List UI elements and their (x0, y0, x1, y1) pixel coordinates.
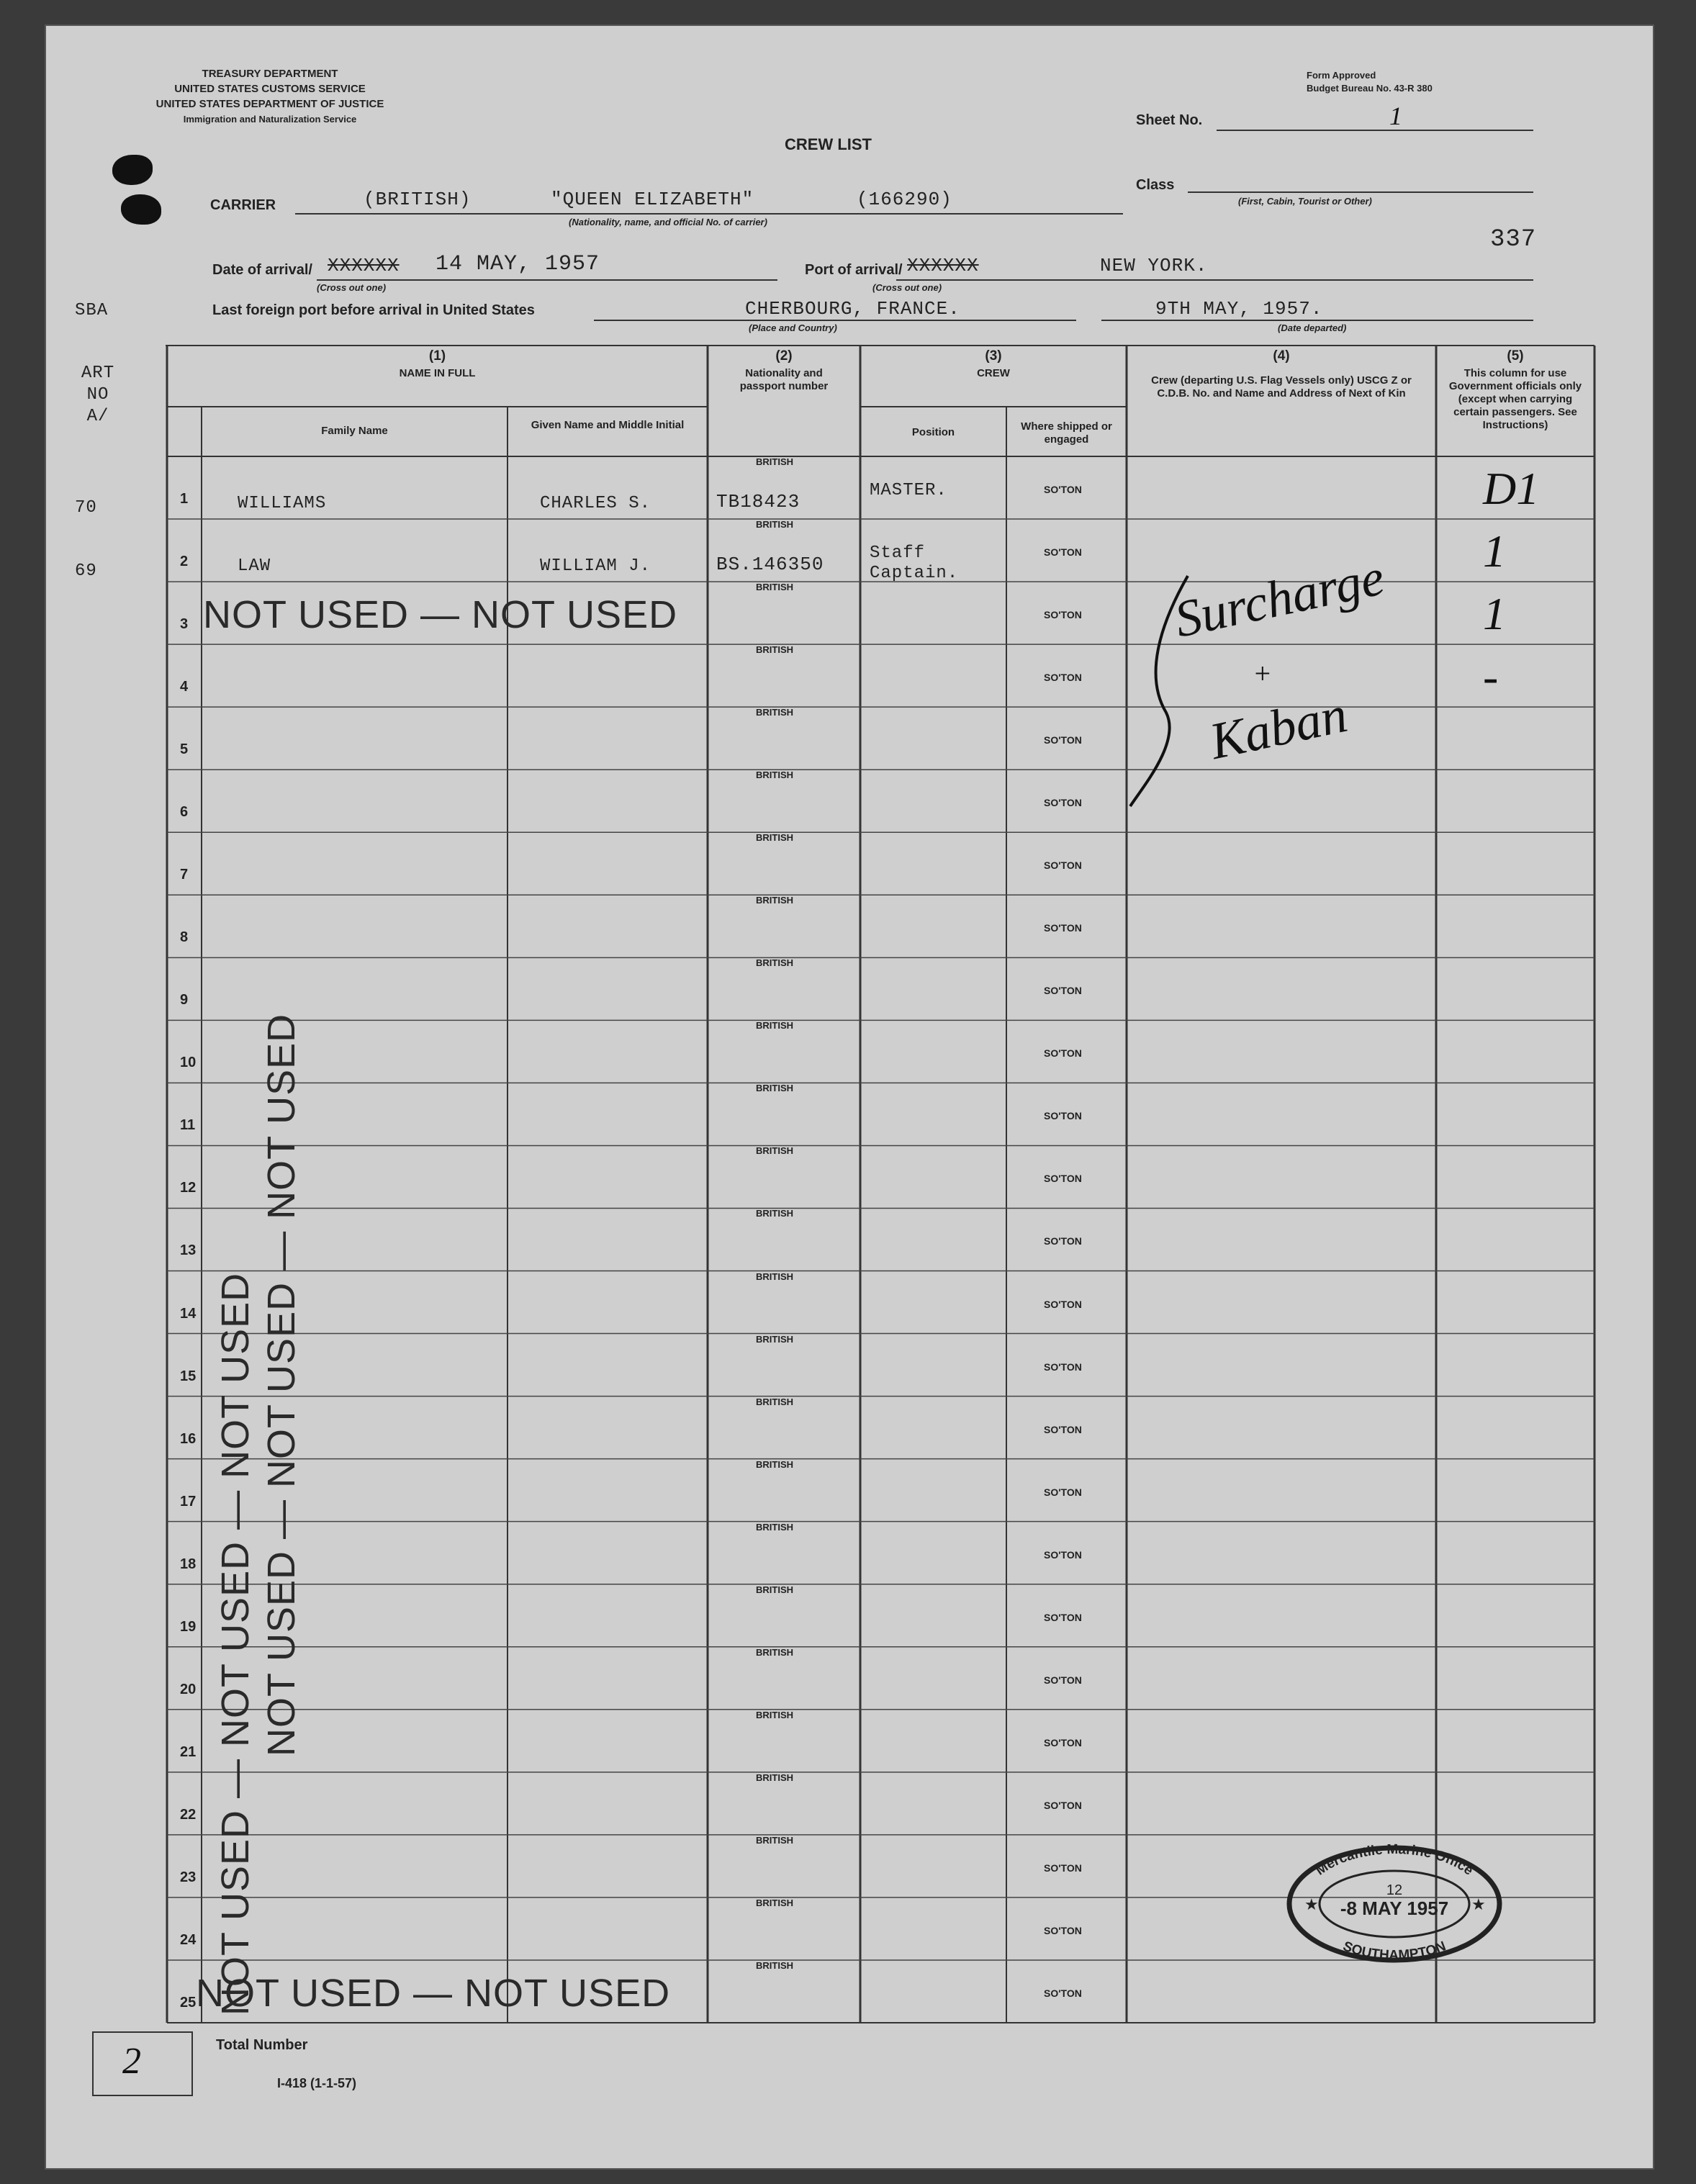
row-number: 6 (180, 804, 189, 821)
where-shipped-cell: SO'TON (1044, 734, 1082, 746)
row-number: 8 (180, 929, 189, 946)
row-number: 18 (180, 1556, 197, 1572)
where-shipped-cell: SO'TON (1044, 672, 1082, 684)
where-shipped-cell: SO'TON (1044, 1799, 1082, 1811)
seal-bottom-text: SOUTHAMPTON (1340, 1939, 1448, 1964)
col5-num: (5) (1507, 348, 1524, 364)
art-no-line: ART (81, 364, 115, 383)
position-header: Position (911, 426, 955, 438)
nationality-cell: BRITISH (756, 1271, 793, 1282)
budget-bureau: Budget Bureau No. 43-R 380 (1307, 83, 1433, 94)
where-shipped-cell: SO'TON (1044, 484, 1082, 495)
col3-num: (3) (985, 348, 1002, 364)
nationality-cell: BRITISH (756, 1333, 793, 1345)
carrier-label: CARRIER (210, 197, 276, 213)
total-box (92, 2031, 193, 2096)
nationality-cell: BRITISH (756, 1020, 793, 1032)
position-cell: MASTER. (870, 481, 947, 500)
where-shipped-cell: SO'TON (1044, 1611, 1082, 1623)
where-shipped-cell: SO'TON (1044, 609, 1082, 621)
agency-treasury: TREASURY DEPARTMENT (202, 68, 338, 80)
col1-header (167, 350, 708, 380)
last-port-label: Last foreign port before arrival in United States (212, 302, 535, 318)
carrier-name: "QUEEN ELIZABETH" (551, 189, 754, 210)
not-used-stamp-top: NOT USED — NOT USED (203, 593, 678, 636)
where-shipped-cell: SO'TON (1044, 1862, 1082, 1874)
given-name-cell: CHARLES S. (540, 494, 651, 513)
row-number: 4 (180, 679, 189, 695)
where-shipped-cell: SO'TON (1044, 985, 1082, 997)
row-number: 9 (180, 992, 189, 1008)
row-number: 5 (180, 741, 189, 758)
agency-ins: Immigration and Naturalization Service (183, 114, 357, 125)
seal-number: 12 (1386, 1882, 1403, 1898)
official-use-mark: D1 (1483, 463, 1540, 514)
nationality-cell: BRITISH (756, 1458, 793, 1470)
col4-title: Crew (departing U.S. Flag Vessels only) USCG Z or C.D.B. No. and Name and Address of Next of Kin (1151, 374, 1412, 400)
col2-title: Nationality and passport number (739, 367, 829, 392)
nationality-cell: BRITISH (756, 1145, 793, 1157)
row-number: 14 (180, 1305, 197, 1322)
nationality-cell: BRITISH (756, 957, 793, 969)
where-shipped-cell: SO'TON (1044, 797, 1082, 809)
nationality-cell: BRITISH (756, 1584, 793, 1595)
margin-mark: 70 (75, 498, 97, 518)
nationality-cell: BRITISH (756, 707, 793, 718)
col3-title: CREW (977, 367, 1010, 379)
nationality-cell: BRITISH (756, 895, 793, 906)
row-number: 13 (180, 1242, 197, 1259)
nationality-cell: BRITISH (756, 582, 793, 593)
row-number: 3 (180, 616, 189, 633)
agency-justice: UNITED STATES DEPARTMENT OF JUSTICE (155, 98, 384, 110)
row-number: 10 (180, 1055, 197, 1071)
nationality-cell: BRITISH (756, 519, 793, 531)
handwriting-line1: Surcharge (1169, 548, 1389, 649)
col1-num: (1) (428, 348, 446, 364)
col4-num: (4) (1273, 348, 1290, 364)
not-used-stamp-vertical-2: NOT USED — NOT USED — NOT USED (214, 1272, 257, 2016)
carrier-hint: (Nationality, name, and official No. of carrier) (569, 217, 767, 227)
arrival-date: 14 MAY, 1957 (436, 252, 600, 276)
carrier-nationality: (BRITISH) (364, 189, 472, 210)
row-number: 21 (180, 1743, 197, 1760)
row-number: 2 (180, 554, 189, 570)
where-shipped-cell: SO'TON (1044, 1423, 1082, 1435)
where-shipped-cell: SO'TON (1044, 1548, 1082, 1561)
nationality-cell: BRITISH (756, 1834, 793, 1846)
arrival-label: Date of arrival/ (212, 262, 312, 278)
row-number: 24 (180, 1931, 197, 1948)
row-number: 19 (180, 1618, 197, 1635)
col5-title: This column for use Government officials only (except when carrying certain passengers. See Instructions) (1448, 367, 1582, 431)
nationality-cell: BRITISH (756, 832, 793, 844)
where-shipped-cell: SO'TON (1044, 1924, 1082, 1936)
row-number: 7 (180, 867, 189, 883)
signature-flourish (1116, 569, 1202, 813)
where-shipped-cell: SO'TON (1044, 1173, 1082, 1185)
passport-cell: TB18423 (716, 491, 800, 513)
form-approved: Form Approved (1307, 70, 1376, 81)
given-name-cell: WILLIAM J. (540, 556, 651, 577)
place-hint: (Place and Country) (749, 322, 837, 333)
row-number: 15 (180, 1368, 197, 1384)
official-use-mark: 1 (1483, 588, 1506, 640)
form-title: CREW LIST (785, 135, 872, 153)
official-use-mark: 1 (1483, 525, 1506, 577)
where-shipped-cell: SO'TON (1044, 1047, 1082, 1060)
nationality-cell: BRITISH (756, 1897, 793, 1908)
page-number: 337 (1490, 226, 1537, 253)
seal-top-text: Mercantile Marine Office (1313, 1843, 1476, 1879)
agency-customs: UNITED STATES CUSTOMS SERVICE (174, 83, 366, 95)
margin-mark: 69 (75, 561, 97, 581)
nationality-cell: BRITISH (756, 644, 793, 656)
departed-hint: (Date departed) (1278, 322, 1347, 333)
svg-text:★: ★ (1471, 1895, 1486, 1913)
where-shipped-cell: SO'TON (1044, 1361, 1082, 1373)
row-number: 12 (180, 1180, 197, 1196)
row-number: 20 (180, 1681, 197, 1697)
where-shipped-cell: SO'TON (1044, 1736, 1082, 1748)
mercantile-marine-seal (1283, 1843, 1506, 1965)
col2-num: (2) (775, 348, 793, 364)
handwriting-plus: + (1253, 657, 1272, 690)
nationality-cell: BRITISH (756, 1083, 793, 1094)
sheet-value: 1 (1389, 101, 1402, 130)
row-number: 17 (180, 1493, 197, 1510)
where-shipped-cell: SO'TON (1044, 1674, 1082, 1686)
nationality-cell: BRITISH (756, 770, 793, 781)
col4-header (1127, 350, 1436, 400)
svg-text:★: ★ (1304, 1895, 1319, 1913)
last-port-value: CHERBOURG, FRANCE. (745, 298, 960, 320)
where-shipped-header: Where shipped or engaged (1021, 420, 1112, 446)
not-used-stamp-vertical: NOT USED — NOT USED — NOT USED (260, 1013, 303, 1756)
class-hint: (First, Cabin, Tourist or Other) (1238, 196, 1372, 207)
position-cell: Staff Captain. (870, 543, 959, 584)
where-shipped-cell: SO'TON (1044, 859, 1082, 872)
port-label: Port of arrival/ (805, 262, 903, 278)
carrier-official-no: (166290) (857, 189, 952, 210)
where-shipped-cell: SO'TON (1044, 1987, 1082, 1999)
seal-date: -8 MAY 1957 (1340, 1898, 1449, 1919)
nationality-cell: BRITISH (756, 1208, 793, 1219)
family-name-cell: LAW (238, 556, 271, 577)
nationality-cell: BRITISH (756, 456, 793, 467)
nationality-cell: BRITISH (756, 1521, 793, 1533)
where-shipped-cell: SO'TON (1044, 922, 1082, 934)
row-number: 23 (180, 1869, 197, 1885)
given-name-header: Given Name and Middle Initial (531, 419, 685, 431)
where-shipped-cell: SO'TON (1044, 546, 1082, 559)
sheet-label: Sheet No. (1136, 112, 1203, 128)
row-number: 25 (180, 1994, 197, 2011)
row-number: 22 (180, 1806, 197, 1823)
where-shipped-cell: SO'TON (1044, 1235, 1082, 1247)
where-shipped-cell: SO'TON (1044, 1298, 1082, 1310)
arrival-struck: XXXXXX (328, 255, 400, 276)
port-cross-out: (Cross out one) (872, 282, 942, 293)
not-used-stamp-bottom: NOT USED — NOT USED (196, 1972, 671, 2015)
family-name-cell: WILLIAMS (238, 494, 327, 513)
total-value: 2 (122, 2041, 141, 2082)
passport-cell: BS.146350 (716, 554, 824, 576)
form-number: I-418 (1-1-57) (277, 2076, 357, 2090)
col3-header (860, 350, 1127, 380)
arrival-cross-out: (Cross out one) (317, 282, 387, 293)
nationality-cell: BRITISH (756, 1646, 793, 1658)
official-use-mark: - (1483, 651, 1499, 703)
nationality-cell: BRITISH (756, 1772, 793, 1783)
family-name-header: Family Name (321, 425, 388, 437)
art-no-line: A/ (86, 407, 109, 426)
row-lines (167, 519, 1594, 1960)
col1-title: NAME IN FULL (399, 367, 476, 379)
row-number: 1 (180, 491, 189, 507)
col5-header (1436, 350, 1594, 432)
art-no-line: NO (86, 385, 109, 405)
port-value: NEW YORK. (1100, 255, 1208, 276)
where-shipped-cell: SO'TON (1044, 1110, 1082, 1122)
class-label: Class (1136, 177, 1175, 193)
total-label: Total Number (216, 2037, 308, 2053)
where-shipped-cell: SO'TON (1044, 1486, 1082, 1498)
port-struck: XXXXXX (907, 255, 979, 276)
departed-value: 9TH MAY, 1957. (1155, 298, 1323, 320)
nationality-cell: BRITISH (756, 1396, 793, 1407)
row-number: 11 (180, 1117, 196, 1134)
sba-mark: SBA (75, 301, 109, 320)
row-number: 16 (180, 1430, 197, 1447)
handwriting-line2: Kaban (1204, 685, 1353, 771)
nationality-cell: BRITISH (756, 1709, 793, 1720)
col2-header (708, 350, 860, 393)
nationality-cell: BRITISH (756, 1959, 793, 1971)
